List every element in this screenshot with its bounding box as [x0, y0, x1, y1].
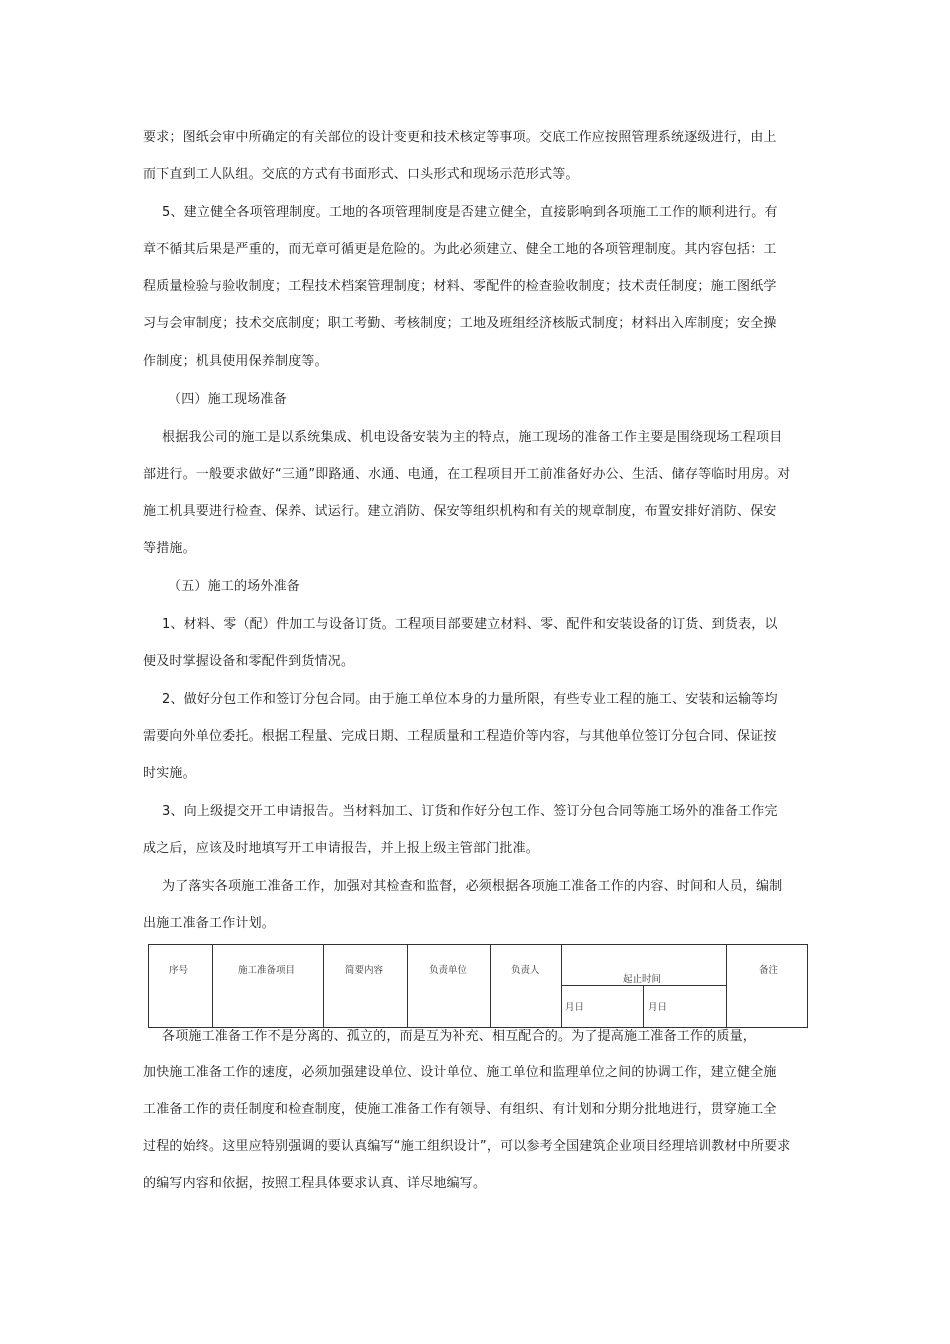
table-divider [726, 945, 727, 1027]
paragraph-line: 工准备工作的责任制度和检查制度，使施工准备工作有领导、有组织、有计划和分期分批地进行，贯穿施工全 [143, 1102, 777, 1117]
paragraph-line: 根据我公司的施工是以系统集成、机电设备安装为主的特点，施工现场的准备工作主要是围绕现场工程项目 [162, 430, 783, 445]
paragraph-line: 1、材料、零（配）件加工与设备订货。工程项目部要建立材料、零、配件和安装设备的订货、到货表，以 [162, 617, 778, 632]
table-divider [212, 945, 213, 1027]
paragraph-line: 部进行。一般要求做好“三通”即路通、水通、电通，在工程项目开工前准备好办公、生活、储存等临时用房。对 [143, 467, 791, 482]
paragraph-line: 的编写内容和依据，按照工程具体要求认真、详尽地编写。 [143, 1176, 487, 1191]
paragraph-line: 时实施。 [143, 766, 196, 781]
paragraph-line: 等措施。 [143, 541, 196, 556]
section-heading: （四）施工现场准备 [168, 392, 287, 407]
paragraph-line: 各项施工准备工作不是分离的、孤立的，而是互为补充、相互配合的。为了提高施工准备工作的质量， [162, 1029, 757, 1044]
table-divider [407, 945, 408, 1027]
table-header-cell: 起止时间 [623, 974, 662, 985]
paragraph-line: 过程的始终。这里应特别强调的要认真编写“施工组织设计”，可以参考全国建筑企业项目经理培训教材中所要求 [143, 1139, 791, 1154]
section-heading: （五）施工的场外准备 [168, 579, 301, 594]
paragraph-line: 作制度；机具使用保养制度等。 [143, 354, 328, 369]
table-header-cell: 简要内容 [345, 965, 384, 976]
table-divider [643, 985, 644, 1027]
table-header-cell: 负责单位 [429, 965, 468, 976]
paragraph-line: 5、建立健全各项管理制度。工地的各项管理制度是否建立健全，直接影响到各项施工工作的顺利进行。有 [162, 205, 778, 220]
paragraph-line: 为了落实各项施工准备工作，加强对其检查和监督，必须根据各项施工准备工作的内容、时间和人员，编制 [162, 879, 783, 894]
paragraph-line: 成之后，应该及时地填写开工申请报告，并上报上级主管部门批准。 [143, 841, 540, 856]
table-divider [323, 945, 324, 1027]
table-header-cell: 施工准备项目 [238, 965, 296, 976]
paragraph-line: 出施工准备工作计划。 [143, 916, 276, 931]
paragraph-line: 便及时掌握设备和零配件到货情况。 [143, 654, 355, 669]
paragraph-line: 习与会审制度；技术交底制度；职工考勤、考核制度；工地及班组经济核版式制度；材料出入库制度；安全操 [143, 316, 777, 331]
paragraph-line: 章不循其后果是严重的，而无章可循更是危险的。为此必须建立、健全工地的各项管理制度。其内容包括：工 [143, 242, 777, 257]
table-header-cell: 序号 [169, 965, 189, 976]
paragraph-line: 2、做好分包工作和签订分包合同。由于施工单位本身的力量所限，有些专业工程的施工、安装和运输等均 [162, 692, 778, 707]
paragraph-line: 需要向外单位委托。根据工程量、完成日期、工程质量和工程造价等内容，与其他单位签订分包合同、保证按 [143, 729, 777, 744]
table-divider [561, 945, 562, 1027]
table-header-cell: 备注 [759, 965, 779, 976]
table-subheader-cell: 月日 [565, 1002, 585, 1013]
table-divider [490, 945, 491, 1027]
paragraph-line: 而下直到工人队组。交底的方式有书面形式、口头形式和现场示范形式等。 [143, 167, 579, 182]
paragraph-line: 加快施工准备工作的速度，必须加强建设单位、设计单位、施工单位和监理单位之间的协调工作，建立健全施 [143, 1065, 777, 1080]
table-subheader-cell: 月日 [648, 1002, 668, 1013]
preparation-plan-table [148, 944, 808, 1028]
paragraph-line: 程质量检验与验收制度；工程技术档案管理制度；材料、零配件的检查验收制度；技术责任制度；施工图纸学 [143, 279, 777, 294]
paragraph-line: 3、向上级提交开工申请报告。当材料加工、订货和作好分包工作、签订分包合同等施工场外的准备工作完 [162, 804, 778, 819]
paragraph-line: 施工机具要进行检查、保养、试运行。建立消防、保安等组织机构和有关的规章制度，布置安排好消防、保安 [143, 504, 777, 519]
paragraph-line: 要求；图纸会审中所确定的有关部位的设计变更和技术核定等事项。交底工作应按照管理系统逐级进行，由上 [143, 130, 777, 145]
table-header-cell: 负责人 [511, 965, 540, 976]
